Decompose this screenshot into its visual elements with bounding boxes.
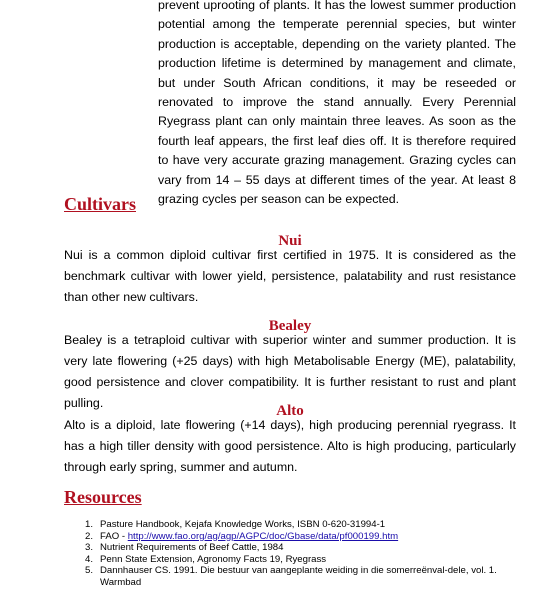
resources-heading: Resources — [64, 487, 142, 507]
resource-item — [64, 542, 504, 554]
resource-prefix: FAO - — [100, 530, 128, 542]
resource-text: Penn State Extension, Agronomy Facts 19, Ryegrass — [100, 553, 327, 565]
cultivar-title-bealey: Bealey — [268, 318, 312, 334]
cultivars-heading: Cultivars — [64, 194, 136, 214]
resource-number: 4. — [84, 553, 93, 565]
cultivar-description-alto: Alto is a diploid, late flowering (+14 days), high producing perennial ryegrass. It has a high tiller density with good persistence. Alto is high producing, particularly through early spring, summer and autumn. — [64, 418, 516, 474]
resource-text: Nutrient Requirements of Beef Cattle, 1984 — [100, 542, 284, 554]
fao-link[interactable]: http://www.fao.org/ag/agp/AGPC/doc/Gbase/data/pf000199.htm — [127, 530, 399, 542]
cultivar-description-bealey: Bealey is a tetraploid cultivar with superior winter and summer production. It is very late flowering (+25 days) with high Metabolisable Energy (ME), palatability, good persistence and clover compatibility. It is further resistant to rust and plant pulling. — [64, 333, 516, 410]
resource-text: Pasture Handbook, Kejafa Knowledge Works, ISBN 0-620-31994-1 — [100, 519, 386, 530]
resource-number: 2. — [84, 530, 93, 542]
resource-item — [64, 565, 504, 588]
resources-list — [64, 519, 504, 589]
resource-item — [64, 554, 504, 566]
resource-item — [64, 531, 504, 543]
resource-number: 5. — [84, 565, 93, 577]
resource-number: 1. — [84, 519, 93, 530]
cultivar-title-alto: Alto — [276, 403, 304, 419]
cultivar-description-nui: Nui is a common diploid cultivar first certified in 1975. It is considered as the benchmark cultivar with lower yield, persistence, palatability and rust resistance than other new cultivars. — [64, 248, 516, 304]
resource-item — [64, 519, 504, 531]
resource-text — [100, 531, 504, 543]
resource-number: 3. — [84, 542, 93, 554]
intro-paragraph: prevent uprooting of plants. It has the lowest summer production potential among the temperate perennial species, but winter production is acceptable, depending on the variety planted. The production lifetime is determined by management and climate, but under South African conditions, it may be reseeded or renovated to improve the stand annually. Every Perennial Ryegrass plant can only maintain three leaves. As soon as the fourth leaf appears, the first leaf dies off. It is therefore required to have very accurate grazing management. Grazing cycles can vary from 14 – 55 days at different times of the year. At least 8 grazing cycles per season can be expected. — [158, 0, 516, 207]
cultivar-title-nui: Nui — [278, 233, 302, 249]
resource-text: Dannhauser CS. 1991. Die bestuur van aangeplante weiding in die somerreënval-dele, vol. 1. Warmbad — [100, 565, 497, 588]
